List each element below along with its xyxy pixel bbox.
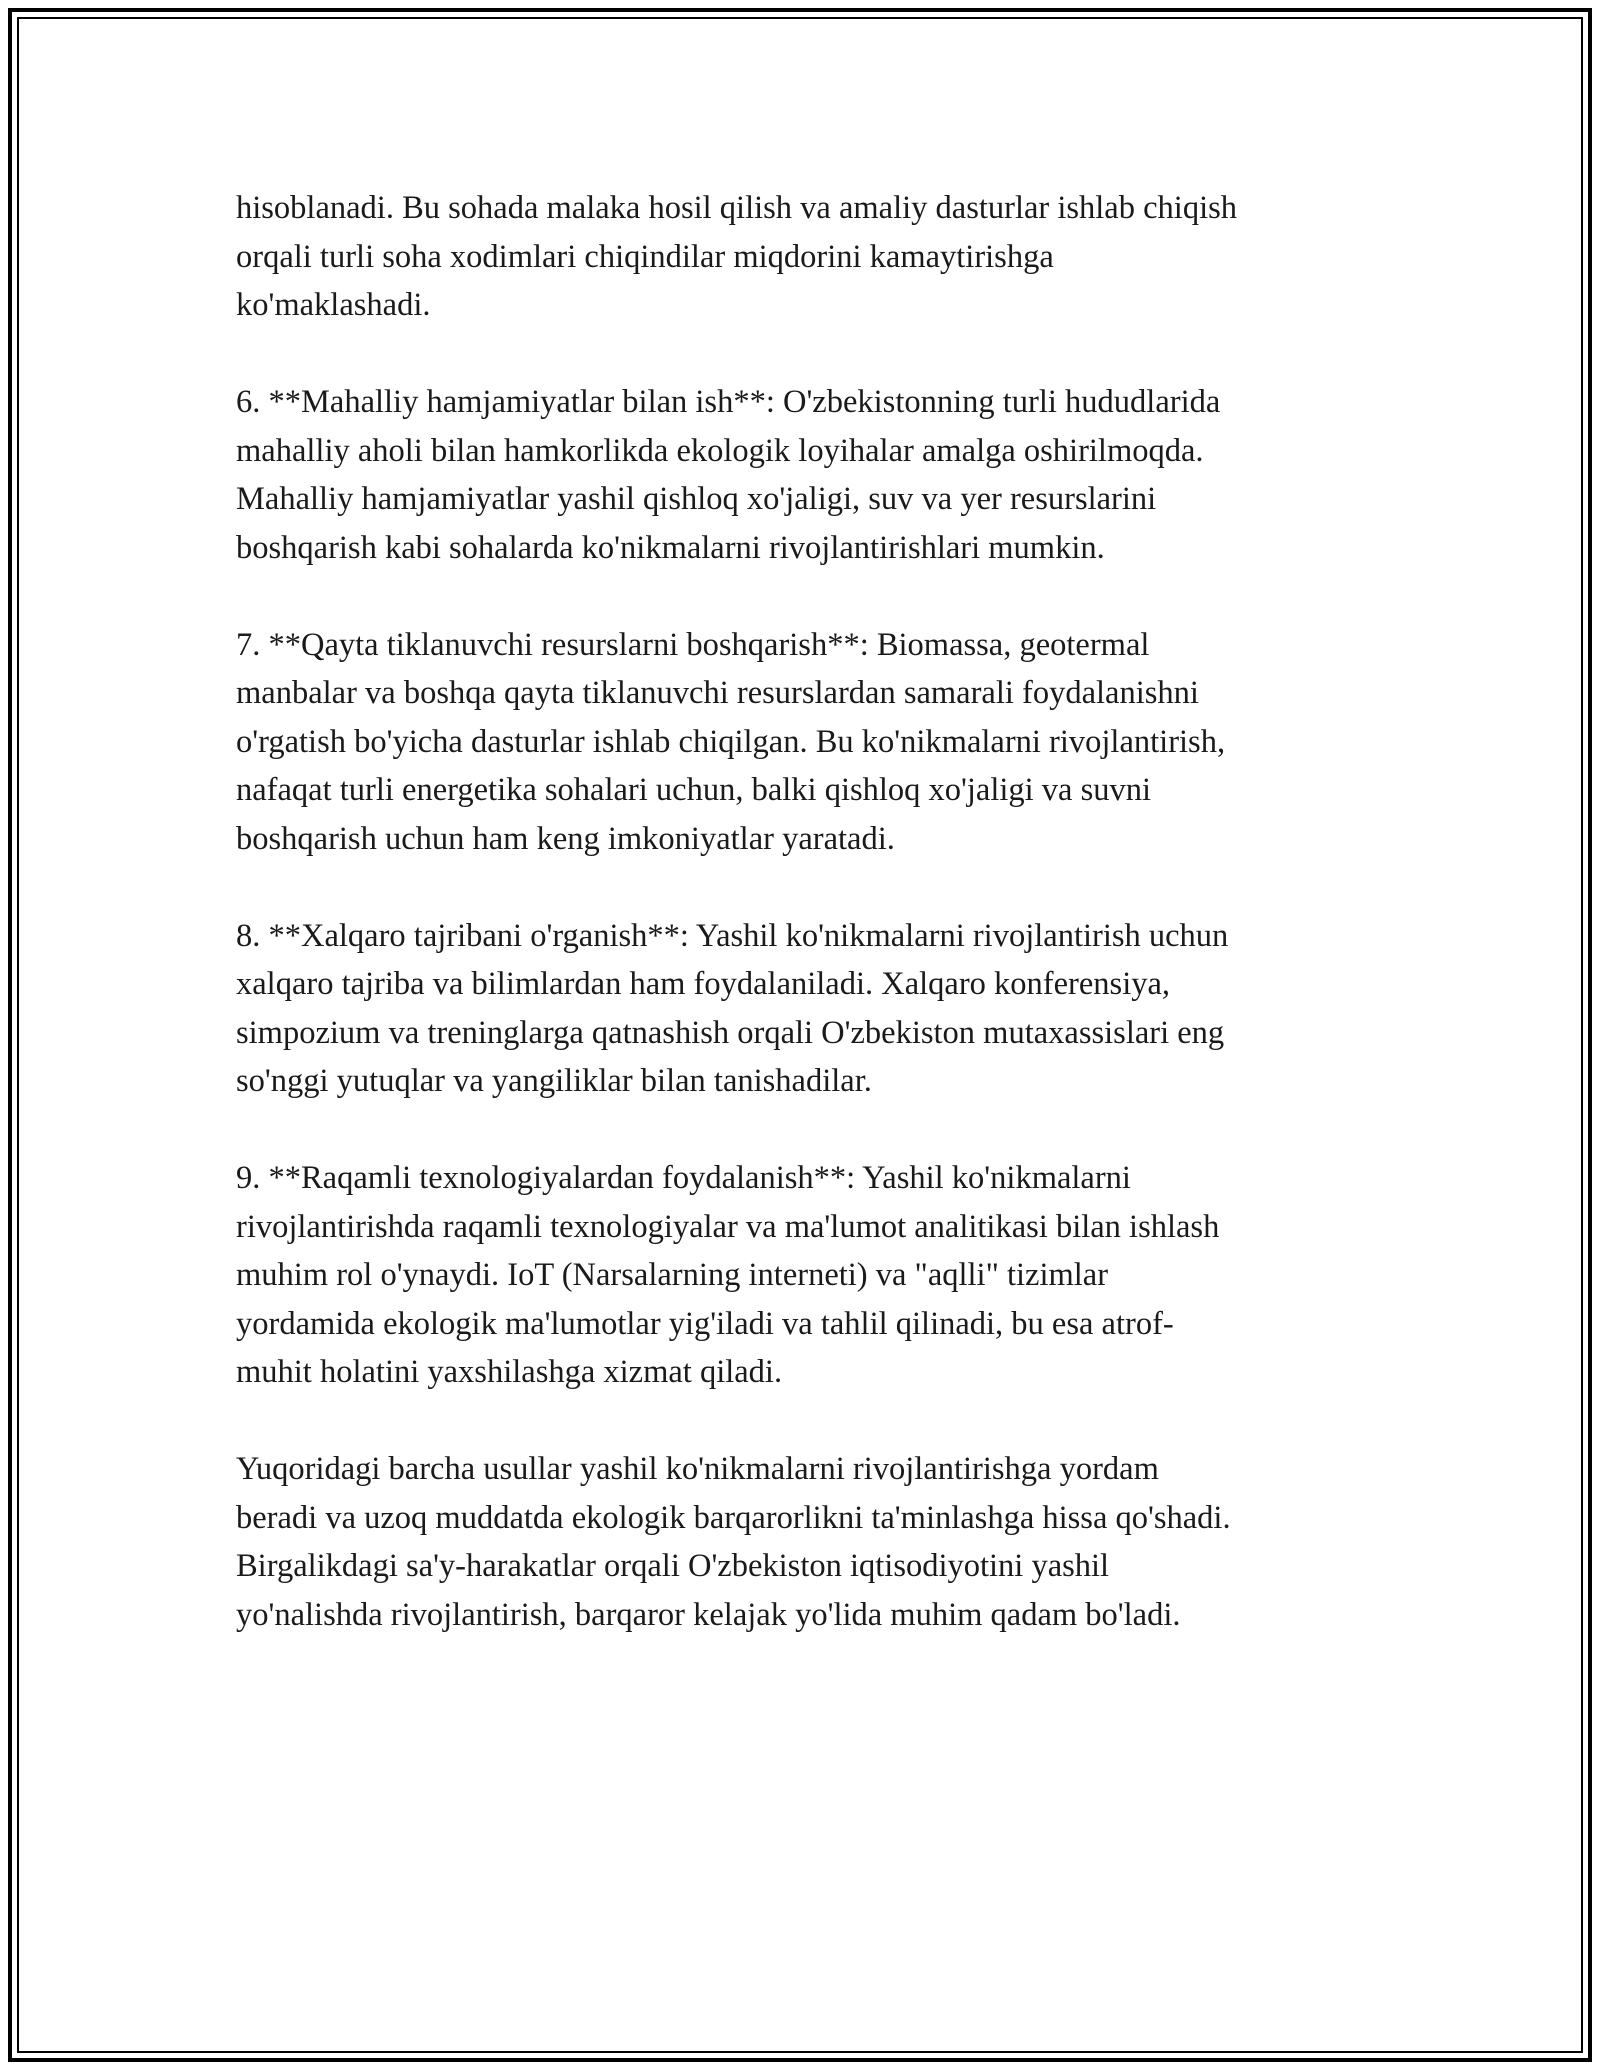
text-line: yordamida ekologik ma'lumotlar yig'iladi va tahlil qilinadi, bu esa atrof-	[236, 1305, 1174, 1342]
text-line: muhit holatini yaxshilashga xizmat qiladi.	[236, 1354, 783, 1390]
text-line: so'nggi yutuqlar va yangiliklar bilan tanishadilar.	[236, 1063, 872, 1099]
text-line: orqali turli soha xodimlari chiqindilar miqdorini kamaytirishga	[236, 238, 1054, 275]
text-line: boshqarish kabi sohalarda ko'nikmalarni rivojlantirishlari mumkin.	[236, 529, 1105, 566]
text-line: Mahalliy hamjamiyatlar yashil qishloq xo'jaligi, suv va yer resurslarini	[236, 481, 1157, 517]
text-line: manbalar va boshqa qayta tiklanuvchi resurslardan samarali foydalanishni	[236, 675, 1199, 711]
text-line: nafaqat turli energetika sohalari uchun, balki qishloq xo'jaligi va suvni	[236, 772, 1152, 808]
paragraph-item-6	[236, 378, 1376, 572]
text-line: yo'nalishda rivojlantirish, barqaror kelajak yo'lida muhim qadam bo'ladi.	[236, 1596, 1181, 1633]
text-line: boshqarish uchun ham keng imkoniyatlar yaratadi.	[236, 820, 895, 857]
paragraph-continuation	[236, 184, 1376, 330]
paragraph-item-9	[236, 1154, 1376, 1397]
text-line: hisoblanadi. Bu sohada malaka hosil qilish va amaliy dasturlar ishlab chiqish	[236, 190, 1237, 226]
text-line: rivojlantirishda raqamli texnologiyalar va ma'lumot analitikasi bilan ishlash	[236, 1208, 1220, 1245]
text-line: beradi va uzoq muddatda ekologik barqarorlikni ta'minlashga hissa qo'shadi.	[236, 1499, 1231, 1536]
text-line: Birgalikdagi sa'y-harakatlar orqali O'zbekiston iqtisodiyotini yashil	[236, 1548, 1110, 1584]
document-body	[236, 184, 1376, 1688]
text-line: Yuqoridagi barcha usullar yashil ko'nikmalarni rivojlantirishga yordam	[236, 1451, 1159, 1487]
text-line: 9. **Raqamli texnologiyalardan foydalanish**: Yashil ko'nikmalarni	[236, 1160, 1131, 1196]
paragraph-conclusion	[236, 1445, 1376, 1639]
text-line: ko'maklashadi.	[236, 287, 431, 323]
text-line: o'rgatish bo'yicha dasturlar ishlab chiqilgan. Bu ko'nikmalarni rivojlantirish,	[236, 723, 1226, 760]
text-line: xalqaro tajriba va bilimlardan ham foydalaniladi. Xalqaro konferensiya,	[236, 966, 1171, 1002]
text-line: muhim rol o'ynaydi. IoT (Narsalarning interneti) va "aqlli" tizimlar	[236, 1257, 1109, 1293]
text-line: 7. **Qayta tiklanuvchi resurslarni boshqarish**: Biomassa, geotermal	[236, 626, 1150, 663]
text-line: 8. **Xalqaro tajribani o'rganish**: Yashil ko'nikmalarni rivojlantirish uchun	[236, 917, 1229, 954]
paragraph-item-7	[236, 621, 1376, 864]
paragraph-item-8	[236, 912, 1376, 1106]
text-line: mahalliy aholi bilan hamkorlikda ekologik loyihalar amalga oshirilmoqda.	[236, 432, 1204, 469]
text-line: 6. **Mahalliy hamjamiyatlar bilan ish**: O'zbekistonning turli hududlarida	[236, 384, 1221, 420]
text-line: simpozium va treninglarga qatnashish orqali O'zbekiston mutaxassislari eng	[236, 1014, 1225, 1051]
